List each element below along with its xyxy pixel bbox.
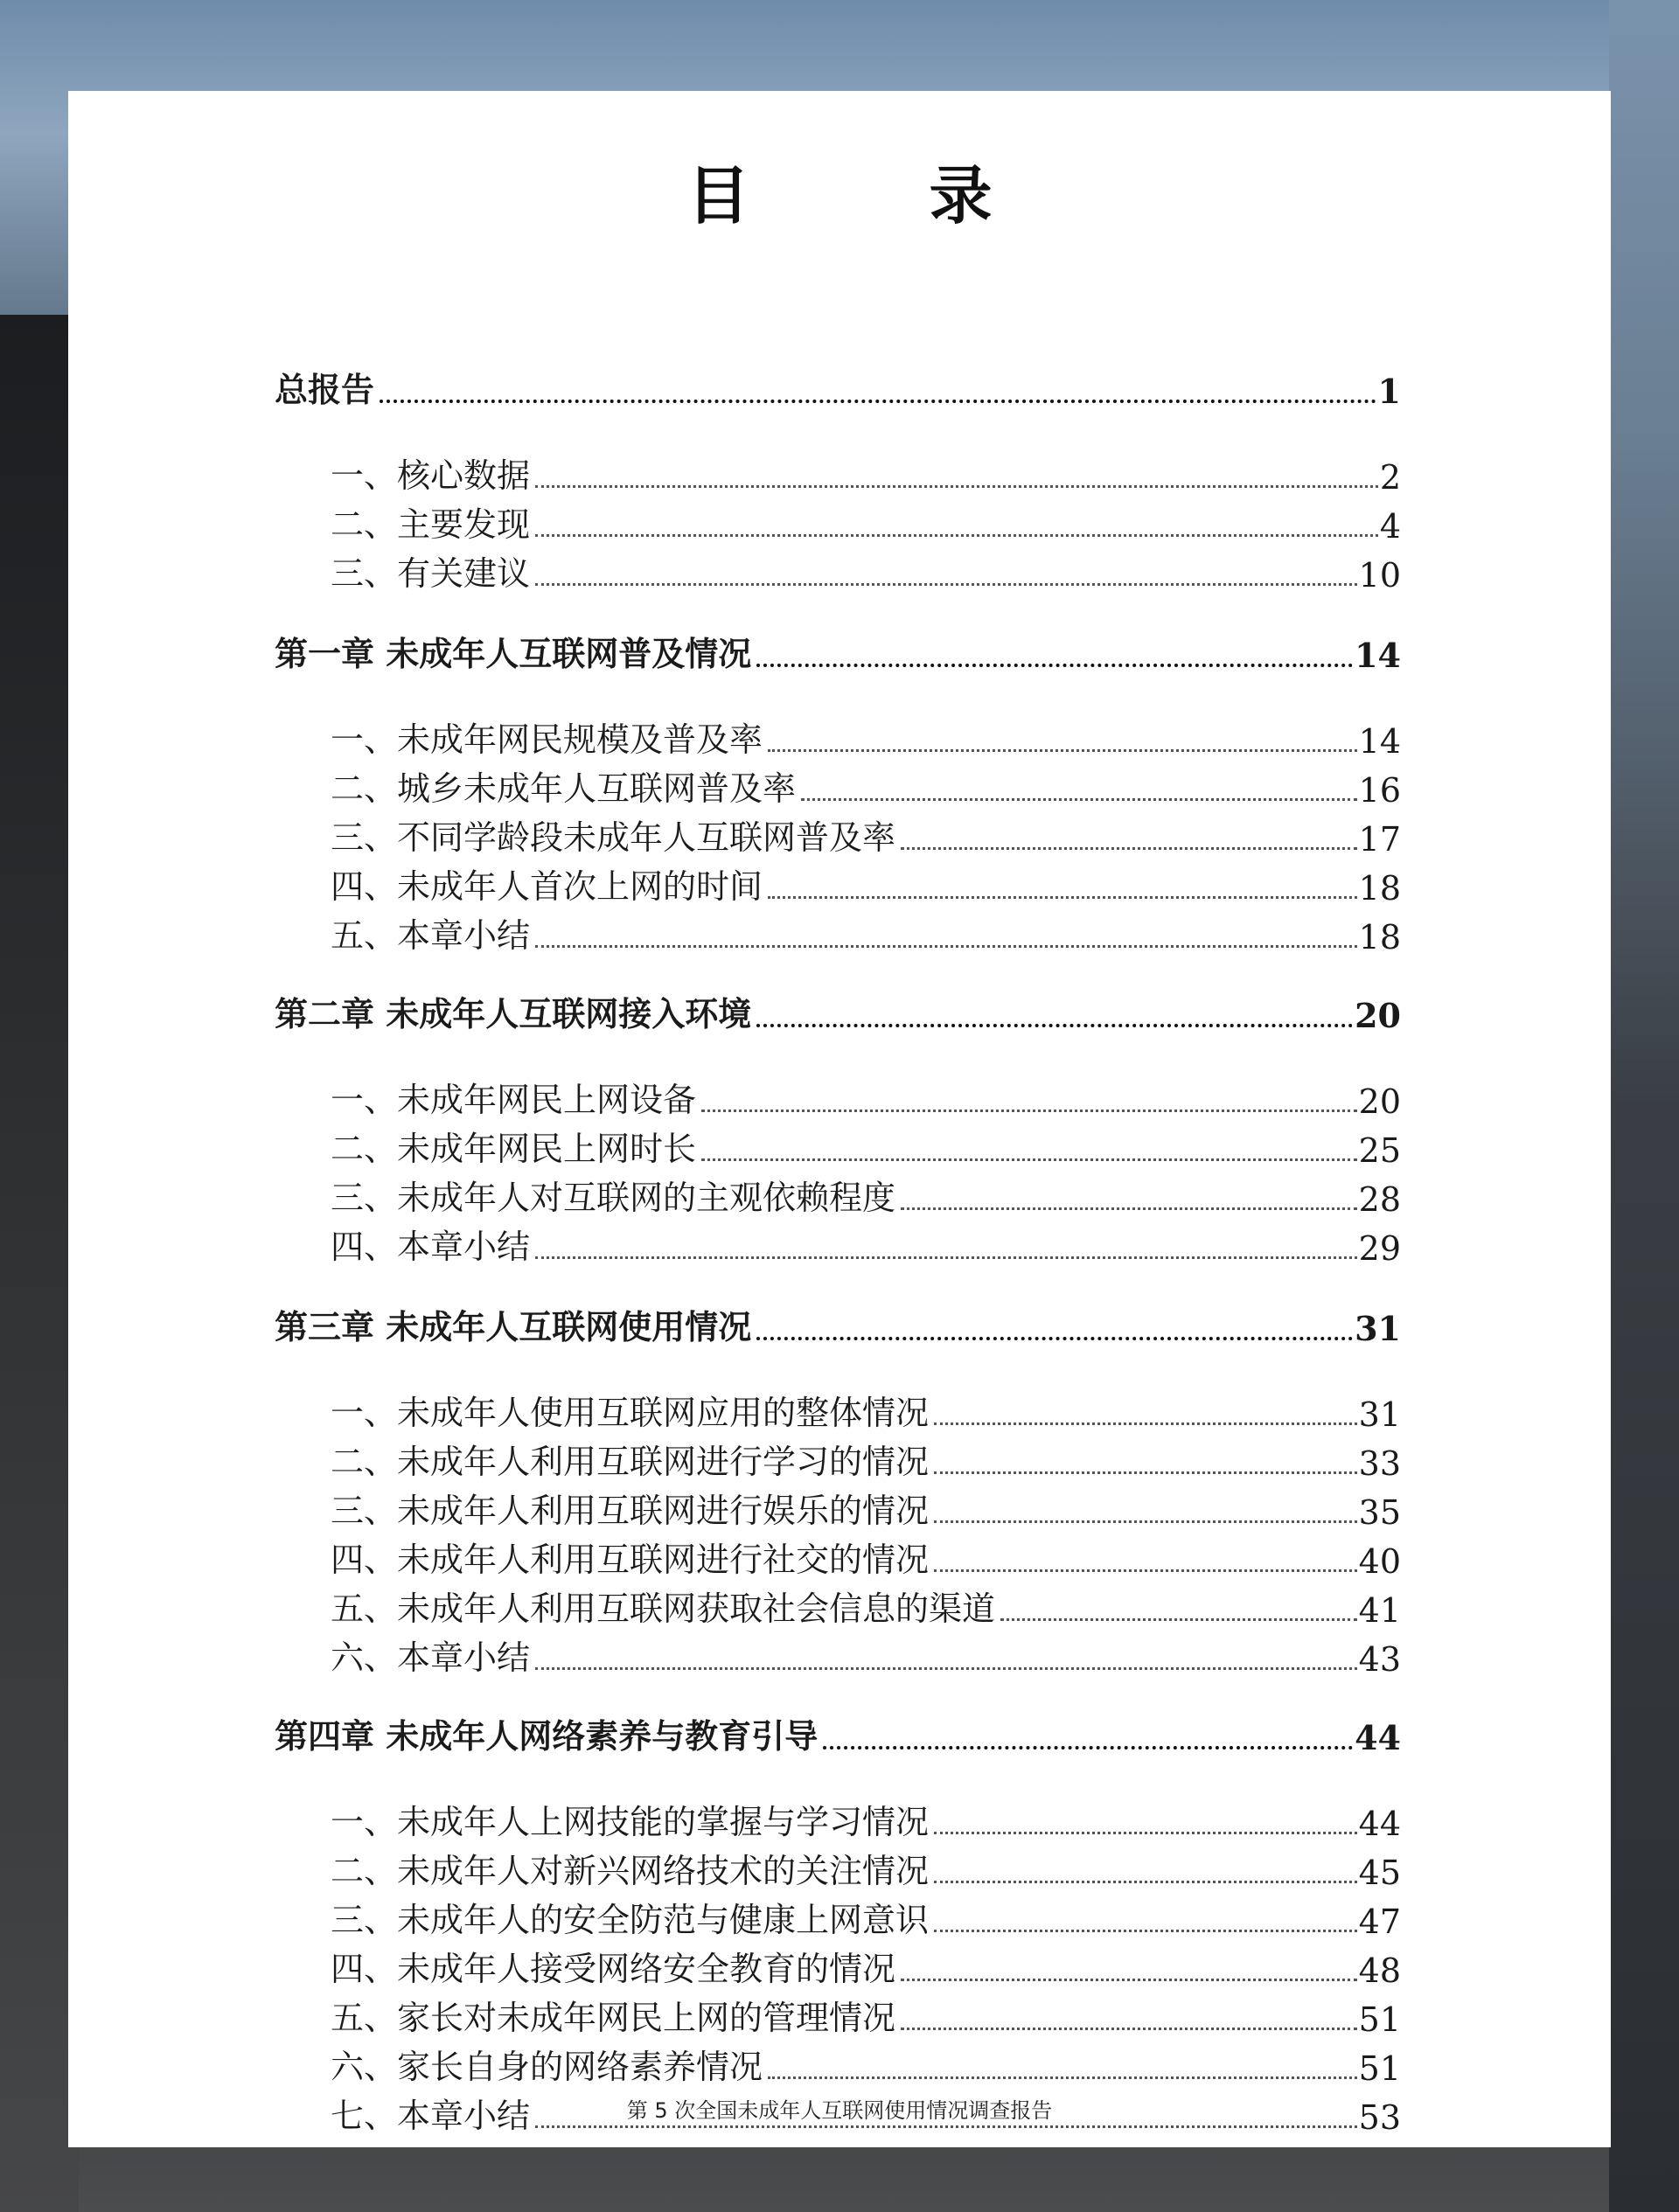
toc-entry-summary[interactable]: 总报告 1 [275,370,1401,411]
leader-dots [535,1667,1357,1670]
toc-entry[interactable]: 七、本章小结 53 [331,2097,1401,2137]
leader-dots [901,2028,1357,2030]
leader-dots [535,2125,1357,2128]
toc-entry[interactable]: 一、未成年人上网技能的掌握与学习情况 44 [331,1803,1401,1843]
toc-entry[interactable]: 六、本章小结 43 [331,1638,1401,1679]
leader-dots [901,847,1357,850]
leader-dots [768,896,1357,899]
leader-dots [934,1881,1357,1883]
leader-dots [934,1569,1357,1572]
toc-entry[interactable]: 三、未成年人对互联网的主观依赖程度 28 [331,1179,1401,1219]
toc-entry[interactable]: 一、未成年网民上网设备 20 [331,1081,1401,1121]
leader-dots [901,1979,1357,1981]
leader-dots [535,1256,1357,1259]
leader-dots [768,749,1357,752]
leader-dots [801,798,1357,801]
toc-entry[interactable]: 二、未成年网民上网时长 25 [331,1130,1401,1170]
leader-dots [934,1471,1357,1474]
toc-entry[interactable]: 四、未成年人接受网络安全教育的情况 48 [331,1950,1401,1990]
toc-entry[interactable]: 一、未成年人使用互联网应用的整体情况 31 [331,1394,1401,1434]
toc-entry-chapter-4[interactable]: 第四章 未成年人网络素养与教育引导 44 [275,1716,1401,1757]
background-right [1609,0,1679,2212]
leader-dots [380,400,1376,403]
document-page [68,91,1611,2147]
toc-entry[interactable]: 一、核心数据 2 [331,456,1401,497]
toc-entry-chapter-3[interactable]: 第三章 未成年人互联网使用情况 31 [275,1307,1401,1348]
leader-dots [1000,1618,1357,1621]
leader-dots [535,485,1378,488]
toc-entry[interactable]: 二、未成年人利用互联网进行学习的情况 33 [331,1443,1401,1483]
toc-entry[interactable]: 四、本章小结 29 [331,1228,1401,1268]
toc-entry[interactable]: 三、未成年人的安全防范与健康上网意识 47 [331,1901,1401,1941]
leader-dots [823,1746,1353,1749]
toc-entry[interactable]: 一、未成年网民规模及普及率 14 [331,720,1401,761]
toc-entry-chapter-1[interactable]: 第一章 未成年人互联网普及情况 14 [275,634,1401,675]
leader-dots [756,664,1353,667]
leader-dots [934,1930,1357,1932]
leader-dots [934,1422,1357,1425]
leader-dots [535,945,1357,948]
page-title: 目 录 [686,158,1071,233]
toc-entry[interactable]: 五、未成年人利用互联网获取社会信息的渠道 41 [331,1589,1401,1630]
toc-entry[interactable]: 四、未成年人利用互联网进行社交的情况 40 [331,1541,1401,1581]
leader-dots [756,1024,1353,1027]
toc-entry[interactable]: 六、家长自身的网络素养情况 51 [331,2048,1401,2088]
leader-dots [901,1207,1357,1210]
toc-entry[interactable]: 二、城乡未成年人互联网普及率 16 [331,769,1401,810]
toc-entry[interactable]: 五、家长对未成年网民上网的管理情况 51 [331,1999,1401,2039]
background-left [0,315,79,2212]
toc-entry-chapter-2[interactable]: 第二章 未成年人互联网接入环境 20 [275,994,1401,1035]
toc-entry[interactable]: 五、本章小结 18 [331,916,1401,956]
leader-dots [934,1520,1357,1523]
leader-dots [934,1832,1357,1834]
toc-entry[interactable]: 三、不同学龄段未成年人互联网普及率 17 [331,818,1401,859]
toc-entry[interactable]: 三、未成年人利用互联网进行娱乐的情况 35 [331,1492,1401,1532]
leader-dots [701,1109,1357,1112]
page-footer: 第 5 次全国未成年人互联网使用情况调查报告 [626,2098,1053,2123]
toc-entry[interactable]: 四、未成年人首次上网的时间 18 [331,867,1401,908]
toc-entry[interactable]: 二、未成年人对新兴网络技术的关注情况 45 [331,1852,1401,1892]
leader-dots [701,1158,1357,1161]
toc-entry[interactable]: 三、有关建议 10 [331,554,1401,595]
leader-dots [768,2076,1357,2079]
toc-entry[interactable]: 二、主要发现 4 [331,505,1401,546]
leader-dots [535,534,1378,537]
leader-dots [756,1337,1353,1340]
leader-dots [535,583,1357,586]
